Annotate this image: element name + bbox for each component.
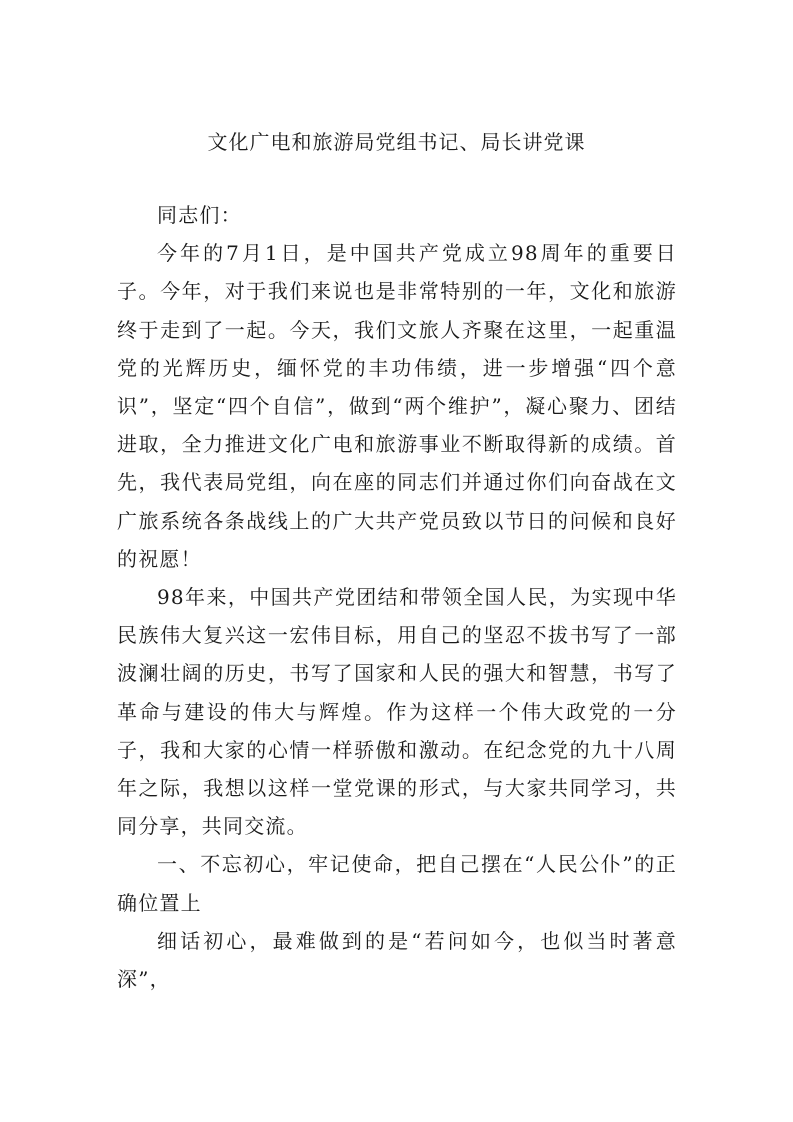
salutation: 同志们： [157,203,242,227]
section-heading-one: 一、不忘初心，牢记使命，把自己摆在“人民公仆”的正确位置上 [117,852,677,915]
document-body [117,196,677,998]
paragraph-history: 98年来，中国共产党团结和带领全国人民，为实现中华民族伟大复兴这一宏伟目标，用自己的坚忍不拔书写了一部波澜壮阔的历史，书写了国家和人民的强大和智慧，书写了革命与建设的伟大与辉煌。作为这样一个伟大政党的一分子，我和大家的心情一样骄傲和激动。在纪念党的九十八周年之际，我想以这样一堂党课的形式，与大家共同学习，共同分享，共同交流。 [117,585,677,839]
paragraph-original-aspiration: 细话初心，最难做到的是“若问如今，也似当时著意深”， [117,928,677,992]
document-title: 文化广电和旅游局党组书记、局长讲党课 [207,130,586,154]
paragraph-opening: 今年的7月1日，是中国共产党成立98周年的重要日子。今年，对于我们来说也是非常特别的一年，文化和旅游终于走到了一起。今天，我们文旅人齐聚在这里，一起重温党的光辉历史，缅怀党的丰功伟绩，进一步增强“四个意识”，坚定“四个自信”，做到“两个维护”，凝心聚力、团结进取，全力推进文化广电和旅游事业不断取得新的成绩。首先，我代表局党组，向在座的同志们并通过你们向奋战在文广旅系统各条战线上的广大共产党员致以节日的问候和良好的祝愿！ [117,241,677,571]
